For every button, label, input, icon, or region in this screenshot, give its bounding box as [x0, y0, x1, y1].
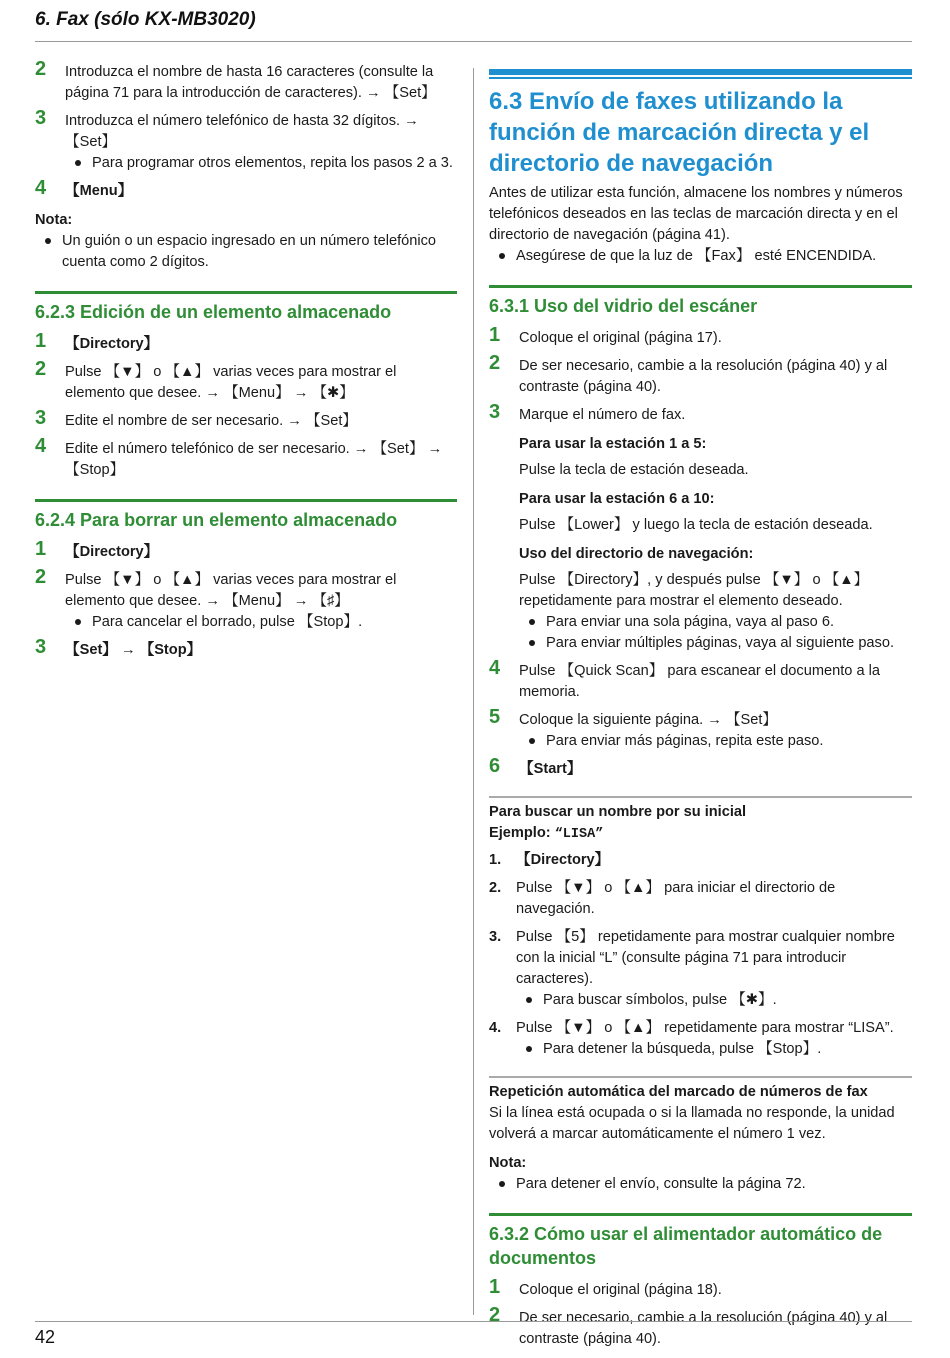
main-heading-bar — [489, 69, 912, 79]
box-text: Si la línea está ocupada o si la llamada no responde, la unidad volverá a marcar automáticamente el número 1 vez. — [489, 1105, 895, 1142]
example-value: “LISA” — [554, 827, 604, 842]
step-text: Introduzca el número telefónico de hasta 32 dígitos. → 【Set】 — [65, 113, 419, 150]
step-text: Coloque la siguiente página. → 【Set】 — [519, 712, 777, 728]
note-item: Un guión o un espacio ingresado en un número telefónico cuenta como 2 dígitos. — [35, 231, 457, 273]
note-list — [489, 1174, 912, 1195]
step-text: Pulse 【▼】 o 【▲】 varias veces para mostrar el elemento que desee. → 【Menu】 → 【✱】 — [65, 364, 397, 401]
step-number: 5 — [489, 706, 501, 728]
header-divider — [35, 41, 912, 42]
step-item — [489, 352, 912, 398]
sub-text: Pulse 【Lower】 y luego la tecla de estación deseada. — [519, 517, 873, 533]
bullet-item: Para programar otros elementos, repita los pasos 2 a 3. — [65, 153, 457, 174]
column-divider — [473, 68, 474, 1315]
step-text: Edite el número telefónico de ser necesario. → 【Set】 → 【Stop】 — [65, 441, 443, 478]
step-item — [35, 107, 457, 174]
sub-title: Para usar la estación 1 a 5: — [519, 436, 707, 452]
bullet-item: Para detener la búsqueda, pulse 【Stop】. — [516, 1039, 912, 1060]
bullet-list — [519, 731, 912, 752]
step-text: 【Directory】 — [65, 336, 159, 352]
page-header-title: 6. Fax (sólo KX-MB3020) — [35, 9, 256, 30]
step-text: Marque el número de fax. — [519, 407, 686, 423]
step-number: 2 — [489, 352, 501, 374]
step-item — [489, 1276, 912, 1301]
step-item — [489, 401, 912, 654]
section-heading-6-3-1: 6.3.1 Uso del vidrio del escáner — [489, 285, 912, 318]
step-item — [35, 330, 457, 355]
step-text: 【Start】 — [519, 761, 582, 777]
step-number: 3 — [35, 407, 47, 429]
step-text: Pulse 【▼】 o 【▲】 varias veces para mostrar el elemento que desee. → 【Menu】 → 【♯】 — [65, 572, 397, 609]
step-number: 4 — [35, 435, 47, 457]
bullet-list — [516, 990, 912, 1011]
step-text: Introduzca el nombre de hasta 16 caracteres (consulte la página 71 para la introducción de caracteres). → 【Set】 — [65, 64, 436, 101]
step-text: 【Set】 → 【Stop】 — [65, 642, 202, 658]
sub-title: Uso del directorio de navegación: — [519, 546, 754, 562]
search-by-initial-box — [489, 796, 912, 1060]
step-number: 2 — [489, 1304, 501, 1326]
step-text: Edite el nombre de ser necesario. → 【Set】 — [65, 413, 358, 429]
step-number: 6 — [489, 755, 501, 777]
step-text: Coloque el original (página 18). — [519, 1282, 722, 1298]
step-item — [35, 566, 457, 633]
numbered-list — [489, 850, 912, 1060]
note-item: Para detener el envío, consulte la página 72. — [489, 1174, 912, 1195]
left-column — [35, 58, 457, 668]
step-number: 3 — [489, 401, 501, 423]
section-heading-6-3-2: 6.3.2 Cómo usar el alimentador automático de documentos — [489, 1213, 912, 1270]
sub-text: Pulse 【Directory】, y después pulse 【▼】 o 【▲】 repetidamente para mostrar el elemento deseado. — [519, 572, 869, 609]
step-number: 1 — [489, 1276, 501, 1298]
example-line — [489, 823, 912, 845]
list-number: 2. — [489, 880, 502, 896]
step-item — [35, 177, 457, 202]
step-number: 4 — [489, 657, 501, 679]
bullet-item: Para enviar más páginas, repita este paso. — [519, 731, 912, 752]
box-title: Para buscar un nombre por su inicial — [489, 804, 747, 820]
step-item — [489, 755, 912, 780]
example-label: Ejemplo: — [489, 825, 551, 841]
step-text: Coloque el original (página 17). — [519, 330, 722, 346]
footer-divider — [35, 1321, 912, 1322]
intro-bullets — [489, 246, 912, 267]
list-number: 4. — [489, 1020, 502, 1036]
step-item — [35, 58, 457, 104]
auto-redial-box — [489, 1076, 912, 1195]
section-heading-6-2-3: 6.2.3 Edición de un elemento almacenado — [35, 291, 457, 324]
intro-paragraph: Antes de utilizar esta función, almacene los nombres y números telefónicos deseados en las teclas de marcación directa y en el directorio de navegación (página 41). — [489, 185, 903, 243]
step-item — [489, 706, 912, 752]
step-number: 3 — [35, 107, 47, 129]
list-text: Pulse 【▼】 o 【▲】 para iniciar el directorio de navegación. — [516, 880, 836, 917]
sub-text: Pulse la tecla de estación deseada. — [519, 462, 749, 478]
step-item — [489, 1304, 912, 1350]
right-column — [489, 62, 912, 1357]
step-number: 2 — [35, 358, 47, 380]
step-number: 1 — [35, 538, 47, 560]
list-item — [489, 878, 912, 920]
step-text: De ser necesario, cambie a la resolución (página 40) y al contraste (página 40). — [519, 1310, 888, 1347]
list-text: Pulse 【5】 repetidamente para mostrar cualquier nombre con la inicial “L” (consulte página 71 para introducir caracteres). — [516, 929, 895, 987]
bullet-item: Para enviar una sola página, vaya al paso 6. — [519, 612, 912, 633]
list-item — [489, 850, 912, 871]
bullet-item: Para cancelar el borrado, pulse 【Stop】. — [65, 612, 457, 633]
box-title: Repetición automática del marcado de números de fax — [489, 1084, 868, 1100]
bullet-item: Asegúrese de que la luz de 【Fax】 esté ENCENDIDA. — [489, 246, 912, 267]
list-number: 1. — [489, 852, 502, 868]
bullet-list — [516, 1039, 912, 1060]
note-label: Nota: — [35, 212, 73, 228]
step-number: 3 — [35, 636, 47, 658]
step-item — [35, 538, 457, 563]
step-number: 4 — [35, 177, 47, 199]
list-item — [489, 927, 912, 1011]
bullet-item: Para enviar múltiples páginas, vaya al siguiente paso. — [519, 633, 912, 654]
step-text: De ser necesario, cambie a la resolución (página 40) y al contraste (página 40). — [519, 358, 888, 395]
step-number: 2 — [35, 566, 47, 588]
step-item — [489, 324, 912, 349]
step-item — [489, 657, 912, 703]
step-text: 【Directory】 — [65, 544, 159, 560]
bullet-list — [65, 612, 457, 633]
bullet-list — [519, 612, 912, 654]
step-text: 【Menu】 — [65, 183, 133, 199]
step-item — [35, 636, 457, 661]
step-number: 1 — [35, 330, 47, 352]
page-number: 42 — [35, 1327, 56, 1347]
step-item — [35, 435, 457, 481]
list-text: Pulse 【▼】 o 【▲】 repetidamente para mostrar “LISA”. — [516, 1020, 894, 1036]
sub-title: Para usar la estación 6 a 10: — [519, 491, 715, 507]
main-section-title: 6.3 Envío de faxes utilizando la función de marcación directa y el directorio de navegación — [489, 88, 870, 177]
note-list — [35, 231, 457, 273]
list-text: 【Directory】 — [516, 852, 610, 868]
step-number: 2 — [35, 58, 47, 80]
step-text: Pulse 【Quick Scan】 para escanear el documento a la memoria. — [519, 663, 880, 700]
list-number: 3. — [489, 929, 502, 945]
step-number: 1 — [489, 324, 501, 346]
note-label: Nota: — [489, 1155, 527, 1171]
section-heading-6-2-4: 6.2.4 Para borrar un elemento almacenado — [35, 499, 457, 532]
step-item — [35, 407, 457, 432]
step-item — [35, 358, 457, 404]
bullet-list — [65, 153, 457, 174]
list-item — [489, 1018, 912, 1060]
bullet-item: Para buscar símbolos, pulse 【✱】. — [516, 990, 912, 1011]
